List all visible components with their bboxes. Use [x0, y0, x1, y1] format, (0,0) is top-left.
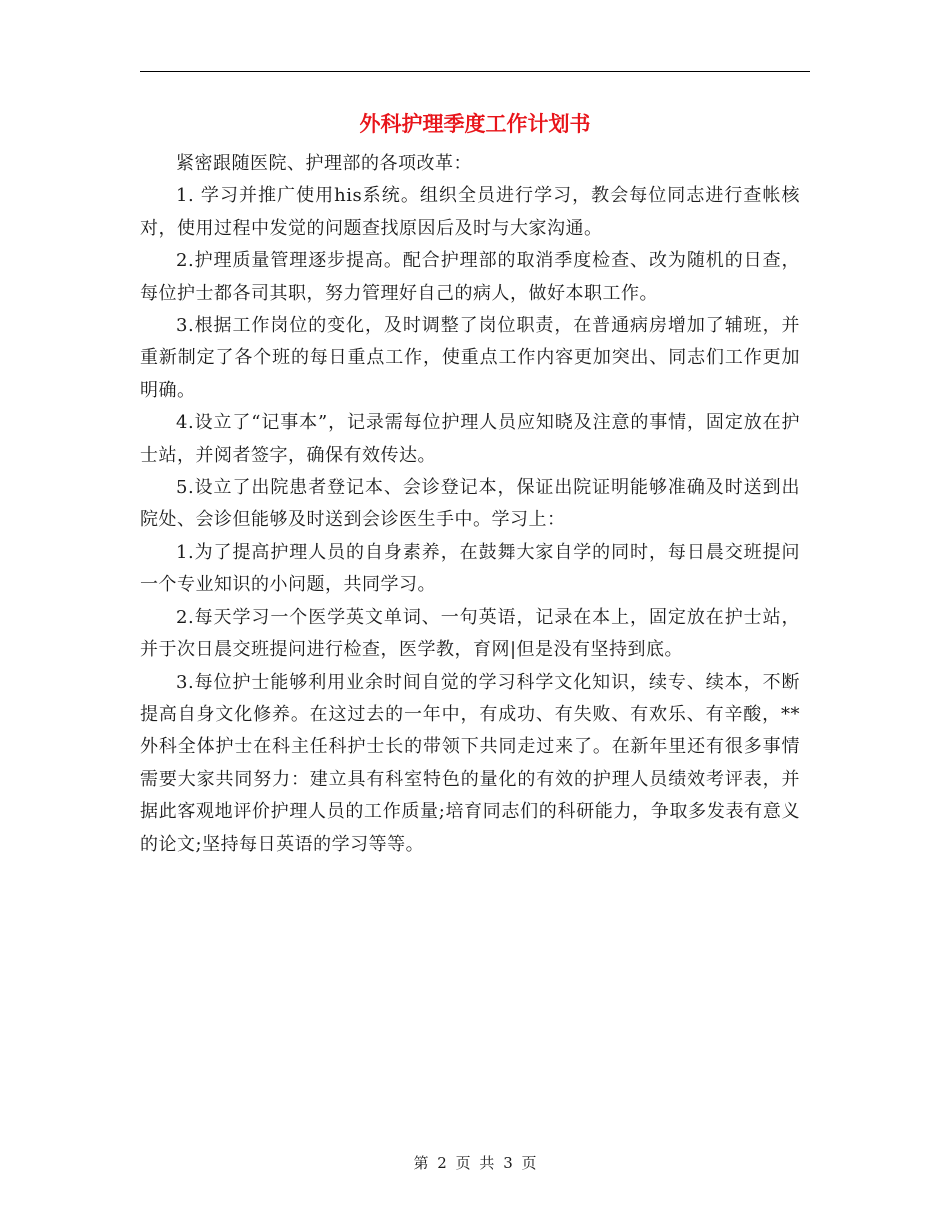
- paragraph-item: 5.设立了出院患者登记本、会诊登记本，保证出院证明能够准确及时送到出院处、会诊但能够及时送到会诊医生手中。学习上：: [140, 477, 800, 531]
- paragraph-item: 2.护理质量管理逐步提高。配合护理部的取消季度检查、改为随机的日查，每位护士都各司其职，努力管理好自己的病人，做好本职工作。: [140, 250, 800, 304]
- paragraph-item: 1.为了提高护理人员的自身素养，在鼓舞大家自学的同时，每日晨交班提问一个专业知识的小问题，共同学习。: [140, 541, 800, 596]
- total-word: 页: [521, 1154, 537, 1172]
- page-word: 页: [455, 1154, 471, 1172]
- document-body: [140, 148, 800, 861]
- paragraph-item: 3.每位护士能够利用业余时间自觉的学习科学文化知识，续专、续本，不断提高自身文化修养。在这过去的一年中，有成功、有失败、有欢乐、有辛酸，**外科全体护士在科主任科护士长的带领下共同走过来了。在新年里还有很多事情需要大家共同努力：建立具有科室特色的量化的有效的护理人员绩效考评表，并据此客观地评价护理人员的工作质量;培育同志们的科研能力，争取多发表有意义的论文;坚持每日英语的学习等等。: [140, 671, 800, 855]
- total-prefix: 共: [479, 1154, 495, 1172]
- page-prefix: 第: [413, 1154, 429, 1172]
- document-title: 外科护理季度工作计划书: [359, 112, 591, 136]
- paragraph-item: 2.每天学习一个医学英文单词、一句英语，记录在本上，固定放在护士站，并于次日晨交班提问进行检查，医学教，育网|但是没有坚持到底。: [140, 606, 800, 661]
- total-pages-number: 3: [503, 1154, 513, 1172]
- paragraph-item: 1. 学习并推广使用his系统。组织全员进行学习，教会每位同志进行查帐核对，使用过程中发觉的问题查找原因后及时与大家沟通。: [140, 185, 800, 239]
- paragraph-item: 4.设立了“记事本”，记录需每位护理人员应知晓及注意的事情，固定放在护士站，并阅者签字，确保有效传达。: [140, 412, 800, 466]
- header-rule: [140, 71, 810, 72]
- paragraph-item: 3.根据工作岗位的变化，及时调整了岗位职责，在普通病房增加了辅班，并重新制定了各个班的每日重点工作，使重点工作内容更加突出、同志们工作更加明确。: [140, 315, 800, 401]
- paragraph-intro: 紧密跟随医院、护理部的各项改革：: [176, 153, 472, 174]
- page-footer: [0, 1152, 950, 1174]
- current-page-number: 2: [437, 1154, 447, 1172]
